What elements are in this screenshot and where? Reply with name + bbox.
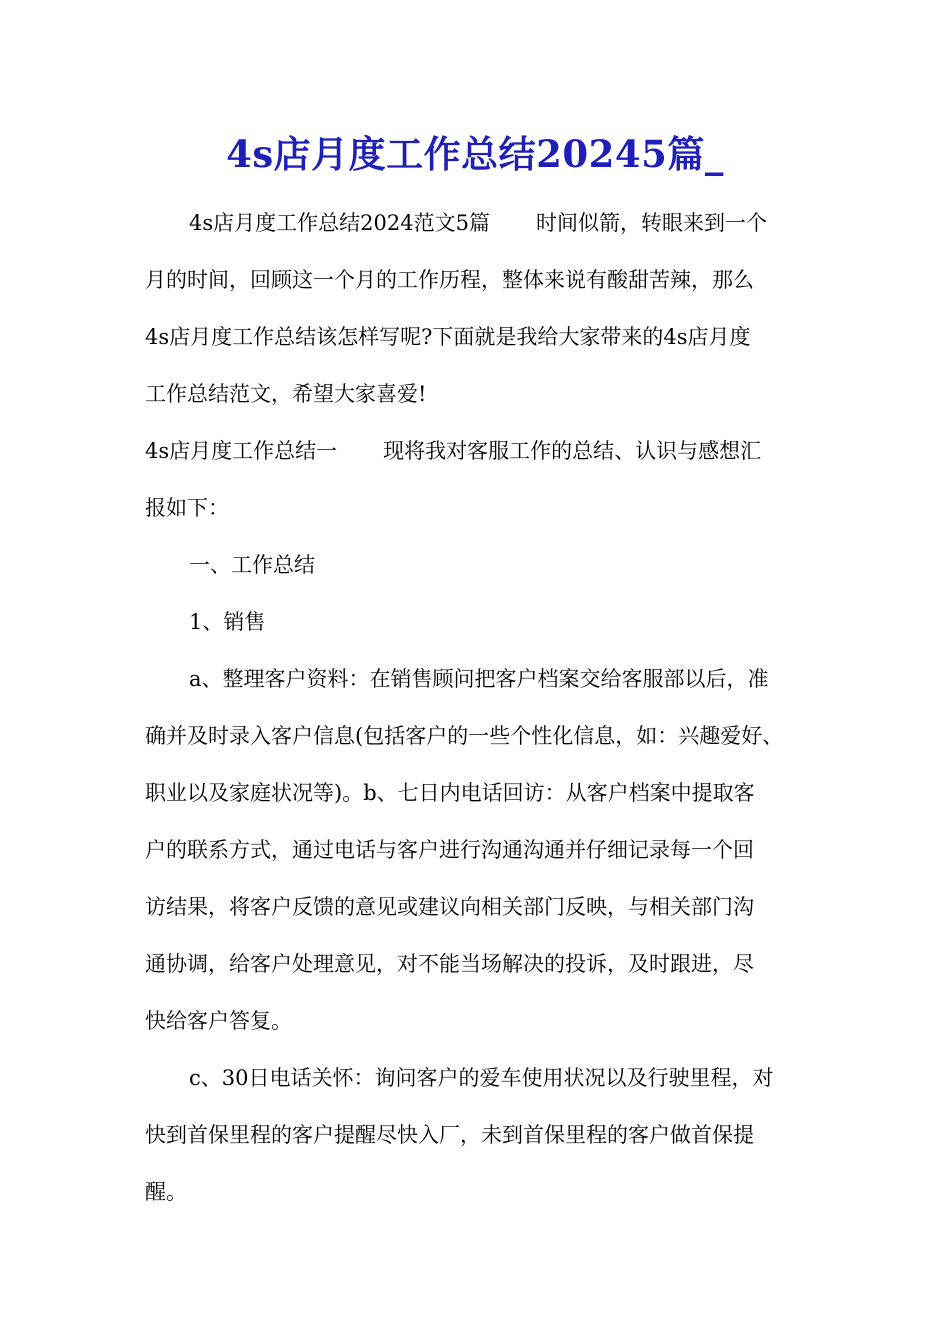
document-body (145, 195, 835, 1221)
paragraph-line: 1、销售 (189, 610, 266, 634)
paragraph-line: 快给客户答复。 (145, 1009, 292, 1033)
paragraph-line: 职业以及家庭状况等)。b、七日内电话回访：从客户档案中提取客 (145, 781, 755, 805)
paragraph-line: 月的时间，回顾这一个月的工作历程，整体来说有酸甜苦辣，那么 (145, 268, 754, 292)
paragraph-line: 确并及时录入客户信息(包括客户的一些个性化信息，如：兴趣爱好、 (145, 724, 784, 748)
paragraph-line: c、30日电话关怀：询问客户的爱车使用状况以及行驶里程，对 (189, 1066, 774, 1090)
line-tail-text: 时间似箭，转眼来到一个 (535, 211, 767, 235)
section-heading: 4s店月度工作总结一 (145, 439, 338, 463)
paragraph-line: 醒。 (145, 1180, 187, 1204)
paragraph-line (145, 423, 835, 480)
paragraph-line: 工作总结范文，希望大家喜爱! (145, 382, 427, 406)
line-text: 4s店月度工作总结2024范文5篇 (189, 211, 490, 235)
paragraph-line: 快到首保里程的客户提醒尽快入厂，未到首保里程的客户做首保提 (145, 1123, 754, 1147)
paragraph-line: a、整理客户资料：在销售顾问把客户档案交给客服部以后，准 (189, 667, 769, 691)
paragraph-line: 户的联系方式，通过电话与客户进行沟通沟通并仔细记录每一个回 (145, 838, 754, 862)
document-title: 4s店月度工作总结20245篇_ (226, 132, 724, 176)
paragraph-line: 访结果，将客户反馈的意见或建议向相关部门反映，与相关部门沟 (145, 895, 754, 919)
line-tail-text: 现将我对客服工作的总结、认识与感想汇 (383, 439, 762, 463)
paragraph-line: 报如下： (145, 496, 229, 520)
paragraph-line: 通协调，给客户处理意见，对不能当场解决的投诉，及时跟进，尽 (145, 952, 754, 976)
paragraph-line: 4s店月度工作总结该怎样写呢?下面就是我给大家带来的4s店月度 (145, 325, 751, 349)
paragraph-line (145, 195, 835, 252)
paragraph-line: 一、工作总结 (189, 553, 315, 577)
